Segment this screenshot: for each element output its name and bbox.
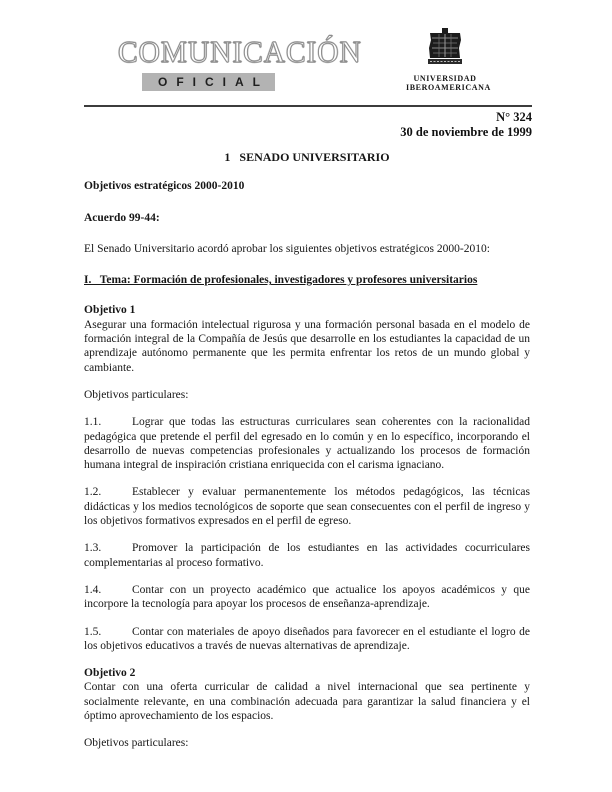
header-divider [84, 105, 532, 107]
objective-item-1-1 [84, 415, 530, 472]
item-number: 1.5. [84, 625, 102, 638]
comunicacion-wordmark: COMUNICACIÓN [118, 34, 362, 69]
item-text: Contar con materiales de apoyo diseñados para favorecer en el estudiante el logro de los objetivos educativos a través de nuevas alternativas de aprendizaje. [84, 625, 530, 652]
objective-1-text: Asegurar una formación intelectual rigurosa y una formación personal basada en el modelo de formación integral de la Compañía de Jesús que desarrolle en los estudiantes la capacidad de un aprendizaje autónomo permanente que les permita enfrentar los retos de un mundo global y cambiante. [84, 318, 530, 374]
masthead [0, 0, 612, 107]
objective-item-1-4 [84, 583, 530, 612]
issue-date: 30 de noviembre de 1999 [400, 125, 532, 139]
objective-1 [84, 303, 530, 374]
agreement-label: Acuerdo 99-44: [84, 211, 160, 224]
item-text: Lograr que todas las estructuras curriculares sean coherentes con la racionalidad pedagógica que pretende el perfil del egresado en lo común y en lo específico, incorporando el desarrollo de nuevas competencias profesionales y actualizando los procesos de formación humana integral de inspiración cristiana enriquecida con el carisma ignaciano. [84, 416, 530, 472]
item-text: Contar con un proyecto académico que actualice los apoyos académicos y que incorpore la tecnología para apoyar los procesos de enseñanza-aprendizaje. [84, 583, 530, 611]
objective-2 [84, 666, 530, 723]
particular-objectives-label-1: Objetivos particulares: [84, 388, 189, 401]
objective-item-1-3 [84, 541, 530, 570]
objective-2-title: Objetivo 2 [84, 667, 136, 680]
item-number: 1.1. [84, 416, 102, 429]
document-body [84, 150, 530, 764]
issue-info [84, 110, 532, 140]
university-logo [406, 28, 491, 92]
section-heading: 1 SENADO UNIVERSITARIO [224, 150, 390, 164]
objective-item-1-5 [84, 625, 530, 654]
item-number: 1.2. [84, 486, 102, 499]
objective-1-title: Objetivo 1 [84, 304, 136, 317]
theme-heading: I. Tema: Formación de profesionales, investigadores y profesores universitarios [84, 274, 478, 287]
oficial-banner: OFICIAL [142, 73, 275, 91]
university-name-line2: IBEROAMERICANA [406, 83, 491, 92]
university-name-line1: UNIVERSIDAD [413, 74, 477, 83]
issue-number: N° 324 [496, 110, 532, 124]
objective-item-1-2 [84, 485, 530, 528]
item-text: Promover la participación de los estudiantes en las actividades cocurriculares complementarias al proceso formativo. [84, 542, 530, 569]
item-number: 1.4. [84, 583, 102, 596]
particular-objectives-label-2: Objetivos particulares: [84, 737, 189, 750]
university-crest-icon [427, 28, 463, 74]
objective-2-text: Contar con una oferta curricular de calidad a nivel internacional que sea pertinente y socialmente relevante, en una combinación adecuada para garantizar la salud financiera y el óptimo aprovechamiento de los espacios. [84, 681, 530, 723]
document-subtitle: Objetivos estratégicos 2000-2010 [84, 180, 245, 193]
item-number: 1.3. [84, 542, 102, 555]
intro-paragraph: El Senado Universitario acordó aprobar los siguientes objetivos estratégicos 2000-2010: [84, 242, 490, 255]
item-text: Establecer y evaluar permanentemente los métodos pedagógicos, las técnicas didácticas y los medios tecnológicos de soporte que sean consecuentes con el perfil de ingreso y los objetivos formativos expresados en el perfil de egreso. [84, 486, 530, 528]
